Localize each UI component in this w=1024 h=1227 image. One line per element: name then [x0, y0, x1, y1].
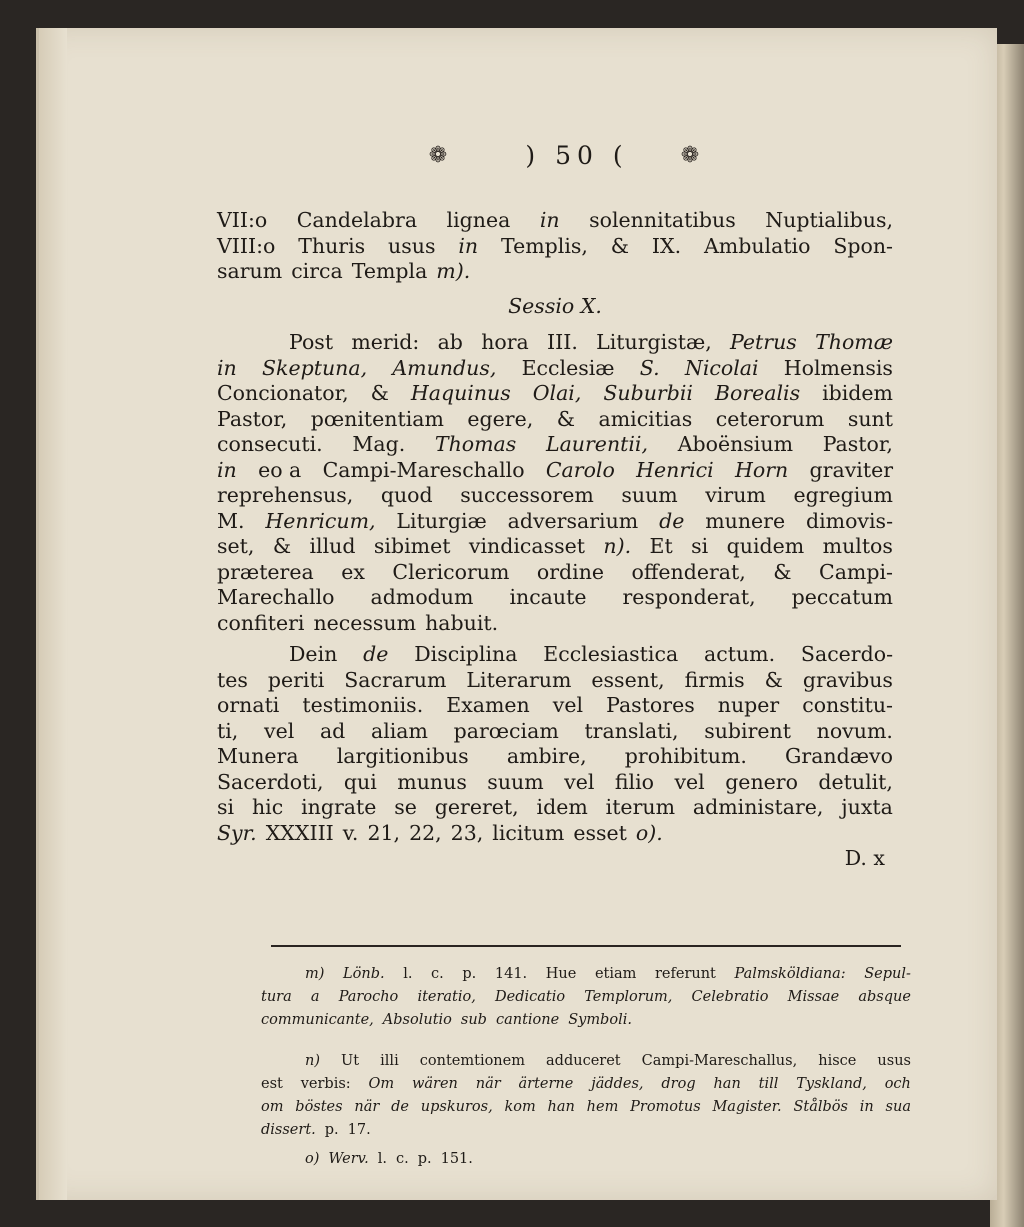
word: Lönb.	[343, 966, 385, 982]
word: vel	[674, 769, 705, 794]
word: ti,	[217, 718, 239, 743]
word: verbis:	[300, 1076, 351, 1092]
word: Nuptialibus,	[765, 208, 893, 232]
word: p.	[417, 1151, 432, 1167]
word: munere	[705, 508, 786, 533]
word: Thomas	[434, 432, 517, 456]
word: böstes	[295, 1099, 343, 1115]
word: si	[691, 534, 709, 558]
word: testimoniis.	[302, 693, 424, 717]
word: vel	[263, 718, 295, 743]
word: till	[758, 1076, 779, 1092]
word: Post	[289, 330, 334, 354]
text-line	[217, 234, 893, 260]
word: eo a	[258, 457, 302, 482]
word: v.	[342, 820, 359, 845]
word: ordine	[536, 559, 605, 584]
word: usus	[388, 233, 436, 258]
word: ärterne	[518, 1076, 574, 1092]
word: jäddes,	[591, 1076, 644, 1092]
word: 23,	[450, 820, 484, 845]
word: incaute	[509, 585, 587, 609]
word: gereret,	[434, 795, 519, 819]
text-line	[217, 208, 893, 234]
word: habuit.	[425, 610, 499, 635]
word: contemtionem	[419, 1053, 525, 1069]
word: han	[547, 1099, 575, 1115]
word: Templa	[351, 259, 428, 283]
word: de	[659, 508, 685, 533]
word: S.	[639, 355, 660, 380]
word: Templis,	[500, 233, 588, 258]
word: adduceret	[546, 1053, 621, 1069]
word: usus	[877, 1053, 911, 1069]
word: iterum	[605, 795, 676, 819]
word: graviter	[809, 457, 893, 482]
word: Stålbös	[793, 1099, 848, 1115]
word: Laurentii,	[545, 432, 649, 456]
word: och	[884, 1076, 911, 1092]
word: Liturgistæ,	[596, 330, 712, 354]
word: parœciam	[453, 718, 559, 743]
word: hic	[251, 795, 284, 819]
word: Et	[649, 534, 673, 558]
word: vel	[552, 693, 584, 717]
word: juxta	[841, 795, 893, 819]
word: VII:o	[217, 208, 268, 232]
word: suum	[621, 483, 678, 507]
text-line	[217, 744, 893, 770]
word: egere,	[467, 406, 534, 431]
text-line	[217, 458, 893, 484]
word: Henrici	[636, 457, 714, 482]
word: circa	[291, 259, 343, 283]
word: Palmsköldiana:	[734, 966, 846, 982]
footnote-line	[261, 1009, 911, 1032]
word: Concionator,	[217, 381, 349, 405]
word: set,	[217, 534, 255, 558]
catchword: D. x	[844, 846, 885, 870]
word: munus	[397, 769, 467, 794]
word: necessum	[313, 610, 417, 635]
word: Campi-Mareschallo	[322, 457, 525, 482]
word: virum	[705, 483, 766, 507]
text-line	[217, 821, 893, 847]
word: Carolo	[545, 457, 615, 482]
text-line	[217, 693, 893, 719]
word: drog	[661, 1076, 696, 1092]
word: essent,	[591, 667, 665, 692]
word: gravibus	[802, 667, 893, 692]
word: M.	[217, 508, 245, 533]
word: VIII:o	[217, 233, 276, 258]
word: Ecclesiæ	[521, 355, 615, 380]
word: Grandævo	[785, 744, 893, 768]
word: in	[859, 1099, 874, 1115]
word: novum.	[816, 718, 893, 743]
word: n).	[603, 534, 632, 558]
word: Munera	[217, 744, 299, 768]
word: absque	[858, 989, 911, 1005]
word: subirent	[704, 718, 791, 743]
word: p.	[324, 1122, 339, 1138]
word: när	[475, 1076, 501, 1092]
word: Amundus,	[392, 355, 497, 380]
word: Pastor,	[217, 406, 288, 431]
word: &	[610, 233, 630, 258]
word: IX.	[651, 233, 682, 258]
word: offenderat,	[631, 559, 746, 584]
word: quidem	[726, 534, 805, 558]
word: successorem	[460, 483, 594, 507]
word: Haquinus	[410, 381, 511, 405]
word: c.	[395, 1151, 409, 1167]
word: responderat,	[622, 585, 756, 609]
word: genero	[725, 769, 798, 794]
word: Syr.	[217, 820, 257, 845]
word: amicitias	[598, 406, 693, 431]
word: l.	[377, 1151, 387, 1167]
word: Disciplina	[414, 642, 518, 666]
word: constitu-	[802, 693, 893, 717]
word: egregium	[793, 483, 893, 507]
word: hisce	[818, 1053, 857, 1069]
word: III.	[547, 330, 578, 354]
word: m)	[305, 966, 325, 982]
word: sunt	[847, 406, 893, 431]
word: Ut	[341, 1053, 360, 1069]
word: etiam	[594, 966, 637, 982]
word: Hue	[545, 966, 577, 982]
word: Parocho	[338, 989, 399, 1005]
word: Sepul-	[864, 966, 911, 982]
word: dissert.	[261, 1122, 316, 1138]
word: firmis	[684, 667, 745, 692]
word: o).	[635, 820, 663, 845]
word: Campi-Mareschallus,	[641, 1053, 798, 1069]
word: Borealis	[714, 381, 801, 405]
word: Liturgiæ	[396, 508, 487, 533]
word: Om	[368, 1076, 395, 1092]
word: communicante,	[261, 1012, 374, 1028]
main-text	[217, 208, 893, 872]
word: a	[310, 989, 320, 1005]
word: cantione	[495, 1012, 560, 1028]
word: &	[773, 559, 792, 584]
word: confiteri	[217, 610, 305, 635]
word: sub	[460, 1012, 487, 1028]
footnote-line	[261, 1148, 911, 1171]
footnote-line	[261, 1050, 911, 1073]
word: Ecclesiastica	[543, 642, 679, 666]
word: Henricum,	[265, 508, 376, 533]
word: detulit,	[818, 769, 893, 794]
page-number: ) 50 (	[525, 141, 629, 170]
word: sibimet	[373, 534, 451, 558]
word: när	[354, 1099, 380, 1115]
word: Absolutio	[382, 1012, 452, 1028]
text-line	[217, 560, 893, 586]
word: de	[363, 642, 389, 666]
word: Magister.	[712, 1099, 782, 1115]
word: Tyskland,	[796, 1076, 867, 1092]
word: Campi-	[819, 559, 893, 584]
word: 17.	[347, 1122, 371, 1138]
word: esset	[573, 820, 627, 845]
word: Symboli.	[568, 1012, 632, 1028]
word: l.	[403, 966, 413, 982]
word: &	[272, 534, 292, 558]
word: se	[394, 795, 417, 819]
word: Spon-	[833, 233, 893, 258]
word: illud	[309, 534, 356, 558]
word: suum	[487, 769, 544, 794]
word: consecuti.	[217, 432, 323, 456]
word: hem	[586, 1099, 619, 1115]
text-line	[217, 719, 893, 745]
word: Missae	[787, 989, 840, 1005]
word: &	[370, 381, 389, 405]
page-gutter	[39, 28, 67, 1200]
word: aliam	[370, 718, 428, 743]
word: wären	[411, 1076, 458, 1092]
word: Candelabra	[296, 208, 418, 232]
word: hora	[481, 330, 529, 354]
word: Dein	[289, 642, 338, 666]
word: Literarum	[466, 667, 572, 692]
word: kom	[504, 1099, 536, 1115]
word: pœnitentiam	[310, 406, 444, 431]
word: illi	[380, 1053, 399, 1069]
word: sua	[885, 1099, 911, 1115]
word: merid:	[351, 330, 420, 354]
word: ibidem	[822, 381, 893, 405]
text-line	[217, 407, 893, 433]
word: largitionibus	[336, 744, 469, 768]
word: Marechallo	[217, 585, 335, 609]
word: ambire,	[506, 744, 587, 768]
text-line	[217, 668, 893, 694]
text-line	[217, 330, 893, 356]
word: Horn	[735, 457, 789, 482]
word: reprehensus,	[217, 483, 354, 507]
word: administare,	[692, 795, 824, 819]
text-line	[217, 585, 893, 611]
word: tura	[261, 989, 292, 1005]
word: Werv.	[328, 1151, 369, 1167]
word: Promotus	[630, 1099, 701, 1115]
word: idem	[536, 795, 588, 819]
word: admodum	[370, 585, 474, 609]
word: dimovis-	[805, 508, 893, 533]
word: referunt	[654, 966, 716, 982]
text-line	[217, 611, 893, 637]
word: Examen	[446, 693, 530, 717]
ornament-right-icon: ❁	[680, 143, 700, 168]
word: Olai,	[532, 381, 582, 405]
word: tes	[217, 667, 248, 692]
running-header	[217, 141, 893, 181]
word: iteratio,	[417, 989, 476, 1005]
word: Suburbii	[603, 381, 693, 405]
word: sarum	[217, 259, 283, 283]
word: Celebratio	[691, 989, 769, 1005]
word: Sacerdoti,	[217, 769, 324, 794]
word: solennitatibus	[589, 208, 736, 232]
word: multos	[822, 534, 893, 558]
word: om	[261, 1099, 284, 1115]
word: XXXIII	[265, 820, 334, 845]
word: in	[217, 457, 237, 482]
word: est	[261, 1076, 283, 1092]
word: han	[713, 1076, 741, 1092]
word: Skeptuna,	[262, 355, 368, 380]
word: translati,	[584, 718, 679, 743]
text-line	[217, 770, 893, 796]
word: quod	[380, 483, 433, 507]
text-line	[217, 534, 893, 560]
word: ceterorum	[715, 406, 825, 431]
word: 151.	[440, 1151, 473, 1167]
text-line	[217, 381, 893, 407]
text-line	[217, 259, 893, 285]
section-heading: Sessio X.	[508, 293, 602, 318]
word: 141.	[494, 966, 528, 982]
word: Petrus	[730, 330, 797, 354]
word: ingrate	[301, 795, 377, 819]
word: licitum	[492, 820, 565, 845]
word: nuper	[717, 693, 780, 717]
word: prohibitum.	[624, 744, 747, 768]
word: Ambulatio	[703, 233, 811, 258]
text-line	[217, 432, 893, 458]
word: Pastores	[606, 693, 695, 717]
word: &	[556, 406, 575, 431]
text-line	[217, 483, 893, 509]
word: ad	[319, 718, 346, 743]
footnote-line	[261, 1096, 911, 1119]
word: &	[764, 667, 783, 692]
word: Sacrarum	[344, 667, 447, 692]
footnote-line	[261, 986, 911, 1009]
word: in	[539, 208, 560, 232]
text-line	[217, 642, 893, 668]
word: Holmensis	[783, 355, 893, 380]
word: ex	[341, 559, 365, 584]
word: ornati	[217, 693, 280, 717]
text-line	[217, 356, 893, 382]
word: p.	[462, 966, 477, 982]
word: m).	[436, 259, 471, 283]
word: peccatum	[791, 585, 893, 609]
text-line	[217, 795, 893, 821]
word: Thomæ	[815, 330, 893, 354]
word: Sacerdo-	[800, 642, 893, 666]
word: si	[217, 795, 235, 819]
ornament-left-icon: ❁	[428, 143, 448, 168]
word: vindicasset	[468, 534, 586, 558]
word: de	[391, 1099, 409, 1115]
word: actum.	[704, 642, 776, 666]
word: præterea	[217, 559, 314, 584]
word: o)	[305, 1151, 320, 1167]
word: Templorum,	[584, 989, 673, 1005]
footnote-line	[261, 1119, 911, 1142]
word: periti	[267, 667, 325, 692]
word: Clericorum	[392, 559, 510, 584]
text-line	[217, 509, 893, 535]
word: n)	[305, 1053, 320, 1069]
book-page	[36, 28, 997, 1200]
word: c.	[431, 966, 444, 982]
word: in	[217, 355, 237, 380]
word: in	[458, 233, 479, 258]
word: Pastor,	[822, 432, 893, 456]
word: 21,	[367, 820, 401, 845]
footnote-rule	[271, 945, 901, 947]
footnote-line	[261, 963, 911, 986]
word: upskuros,	[420, 1099, 493, 1115]
word: filio	[614, 769, 654, 794]
word: qui	[343, 769, 377, 794]
footnotes	[261, 963, 911, 1171]
word: lignea	[446, 208, 511, 232]
word: adversarium	[507, 508, 639, 533]
footnote-line	[261, 1073, 911, 1096]
word: Aboënsium	[677, 432, 794, 456]
word: ab	[437, 330, 463, 354]
word: Mag.	[352, 432, 406, 456]
word: 22,	[409, 820, 442, 845]
word: Thuris	[298, 233, 366, 258]
word: vel	[564, 769, 595, 794]
word: Nicolai	[684, 355, 759, 380]
word: Dedicatio	[495, 989, 566, 1005]
